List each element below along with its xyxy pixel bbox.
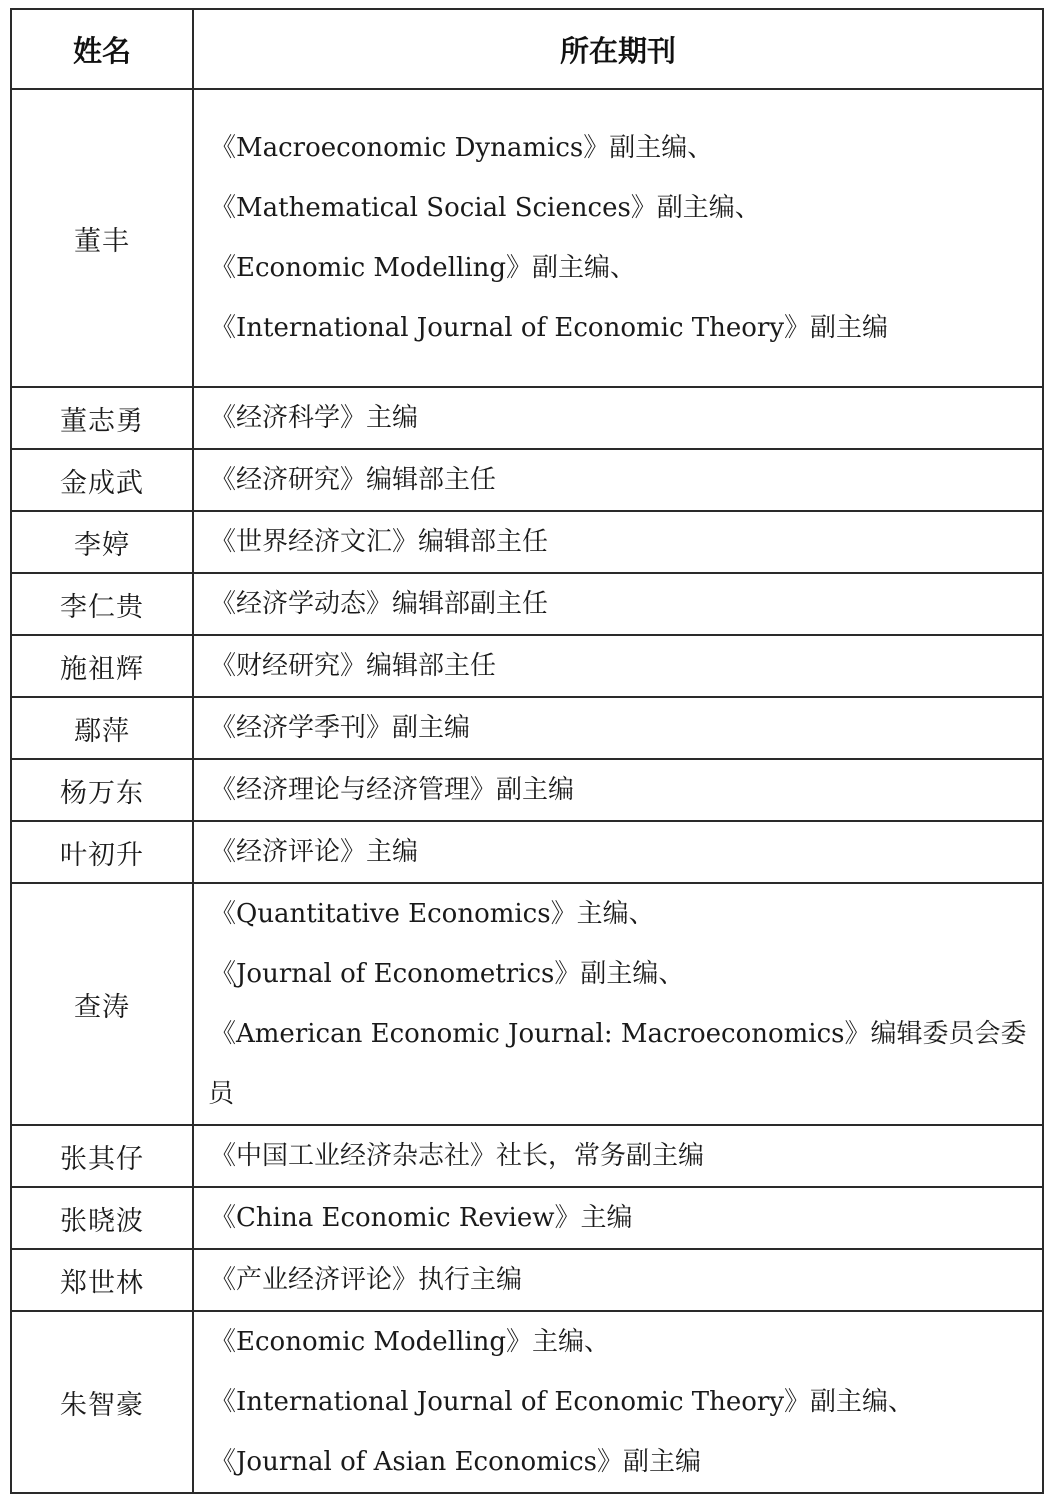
journal-line: 《经济科学》主编 — [210, 403, 419, 433]
table-row — [11, 573, 1043, 635]
journal-line: 《Journal of Econometrics》副主编、 — [210, 959, 685, 989]
journal-cell — [193, 511, 1043, 573]
table-row — [11, 1311, 1043, 1493]
person-name: 叶初升 — [11, 821, 193, 883]
person-name: 杨万东 — [11, 759, 193, 821]
table-row — [11, 697, 1043, 759]
journal-line: 《Economic Modelling》副主编、 — [210, 253, 637, 283]
table-row — [11, 883, 1043, 1125]
person-name: 张其仔 — [11, 1125, 193, 1187]
journal-cell — [193, 883, 1043, 1125]
journal-line: 《经济学动态》编辑部副主任 — [210, 589, 549, 619]
journal-line: 员 — [208, 1079, 235, 1109]
person-name: 金成武 — [11, 449, 193, 511]
journal-line: 《China Economic Review》主编 — [210, 1203, 633, 1233]
journal-cell — [193, 573, 1043, 635]
table-row — [11, 1249, 1043, 1311]
journal-line: 《经济研究》编辑部主任 — [210, 465, 497, 495]
table-row — [11, 821, 1043, 883]
journal-line: 《International Journal of Economic Theory》副主编 — [210, 313, 889, 343]
journal-line: 《Macroeconomic Dynamics》副主编、 — [210, 133, 714, 163]
person-name: 董丰 — [11, 89, 193, 387]
journal-cell — [193, 1249, 1043, 1311]
journal-cell — [193, 449, 1043, 511]
journal-line: 《财经研究》编辑部主任 — [210, 651, 497, 681]
person-name: 查涛 — [11, 883, 193, 1125]
journal-line: 《Mathematical Social Sciences》副主编、 — [210, 193, 761, 223]
journal-cell — [193, 821, 1043, 883]
person-name: 施祖辉 — [11, 635, 193, 697]
journal-line: 《Journal of Asian Economics》副主编 — [210, 1447, 702, 1477]
journal-cell — [193, 697, 1043, 759]
table-row — [11, 759, 1043, 821]
table-row — [11, 89, 1043, 387]
journal-cell — [193, 89, 1043, 387]
person-name: 张晓波 — [11, 1187, 193, 1249]
editor-journal-table — [10, 8, 1044, 1494]
journal-line: 《世界经济文汇》编辑部主任 — [210, 527, 549, 557]
journal-cell — [193, 387, 1043, 449]
table-row — [11, 1125, 1043, 1187]
person-name: 李仁贵 — [11, 573, 193, 635]
journal-line: 《International Journal of Economic Theory》副主编、 — [210, 1387, 915, 1417]
table-row — [11, 387, 1043, 449]
journal-cell — [193, 635, 1043, 697]
journal-line: 《产业经济评论》执行主编 — [210, 1265, 523, 1295]
editor-table-container — [10, 8, 1042, 1494]
person-name: 朱智豪 — [11, 1311, 193, 1493]
journal-line: 《中国工业经济杂志社》社长，常务副主编 — [210, 1141, 705, 1171]
journal-line: 《经济学季刊》副主编 — [210, 713, 471, 743]
journal-line: 《Economic Modelling》主编、 — [210, 1327, 611, 1357]
person-name: 郑世林 — [11, 1249, 193, 1311]
journal-line: 《经济理论与经济管理》副主编 — [210, 775, 575, 805]
journal-cell — [193, 1311, 1043, 1493]
person-name: 鄢萍 — [11, 697, 193, 759]
table-row — [11, 449, 1043, 511]
journal-line: 《经济评论》主编 — [210, 837, 419, 867]
name-column-header: 姓名 — [11, 9, 193, 89]
person-name: 董志勇 — [11, 387, 193, 449]
journal-cell — [193, 1187, 1043, 1249]
journal-cell — [193, 1125, 1043, 1187]
person-name: 李婷 — [11, 511, 193, 573]
table-row — [11, 1187, 1043, 1249]
table-row — [11, 635, 1043, 697]
journal-line: 《Quantitative Economics》主编、 — [210, 899, 655, 929]
journal-column-header: 所在期刊 — [193, 9, 1043, 89]
table-header-row — [11, 9, 1043, 89]
table-row — [11, 511, 1043, 573]
journal-cell — [193, 759, 1043, 821]
journal-line: 《American Economic Journal: Macroeconomics》编辑委员会委 — [210, 1019, 1027, 1049]
